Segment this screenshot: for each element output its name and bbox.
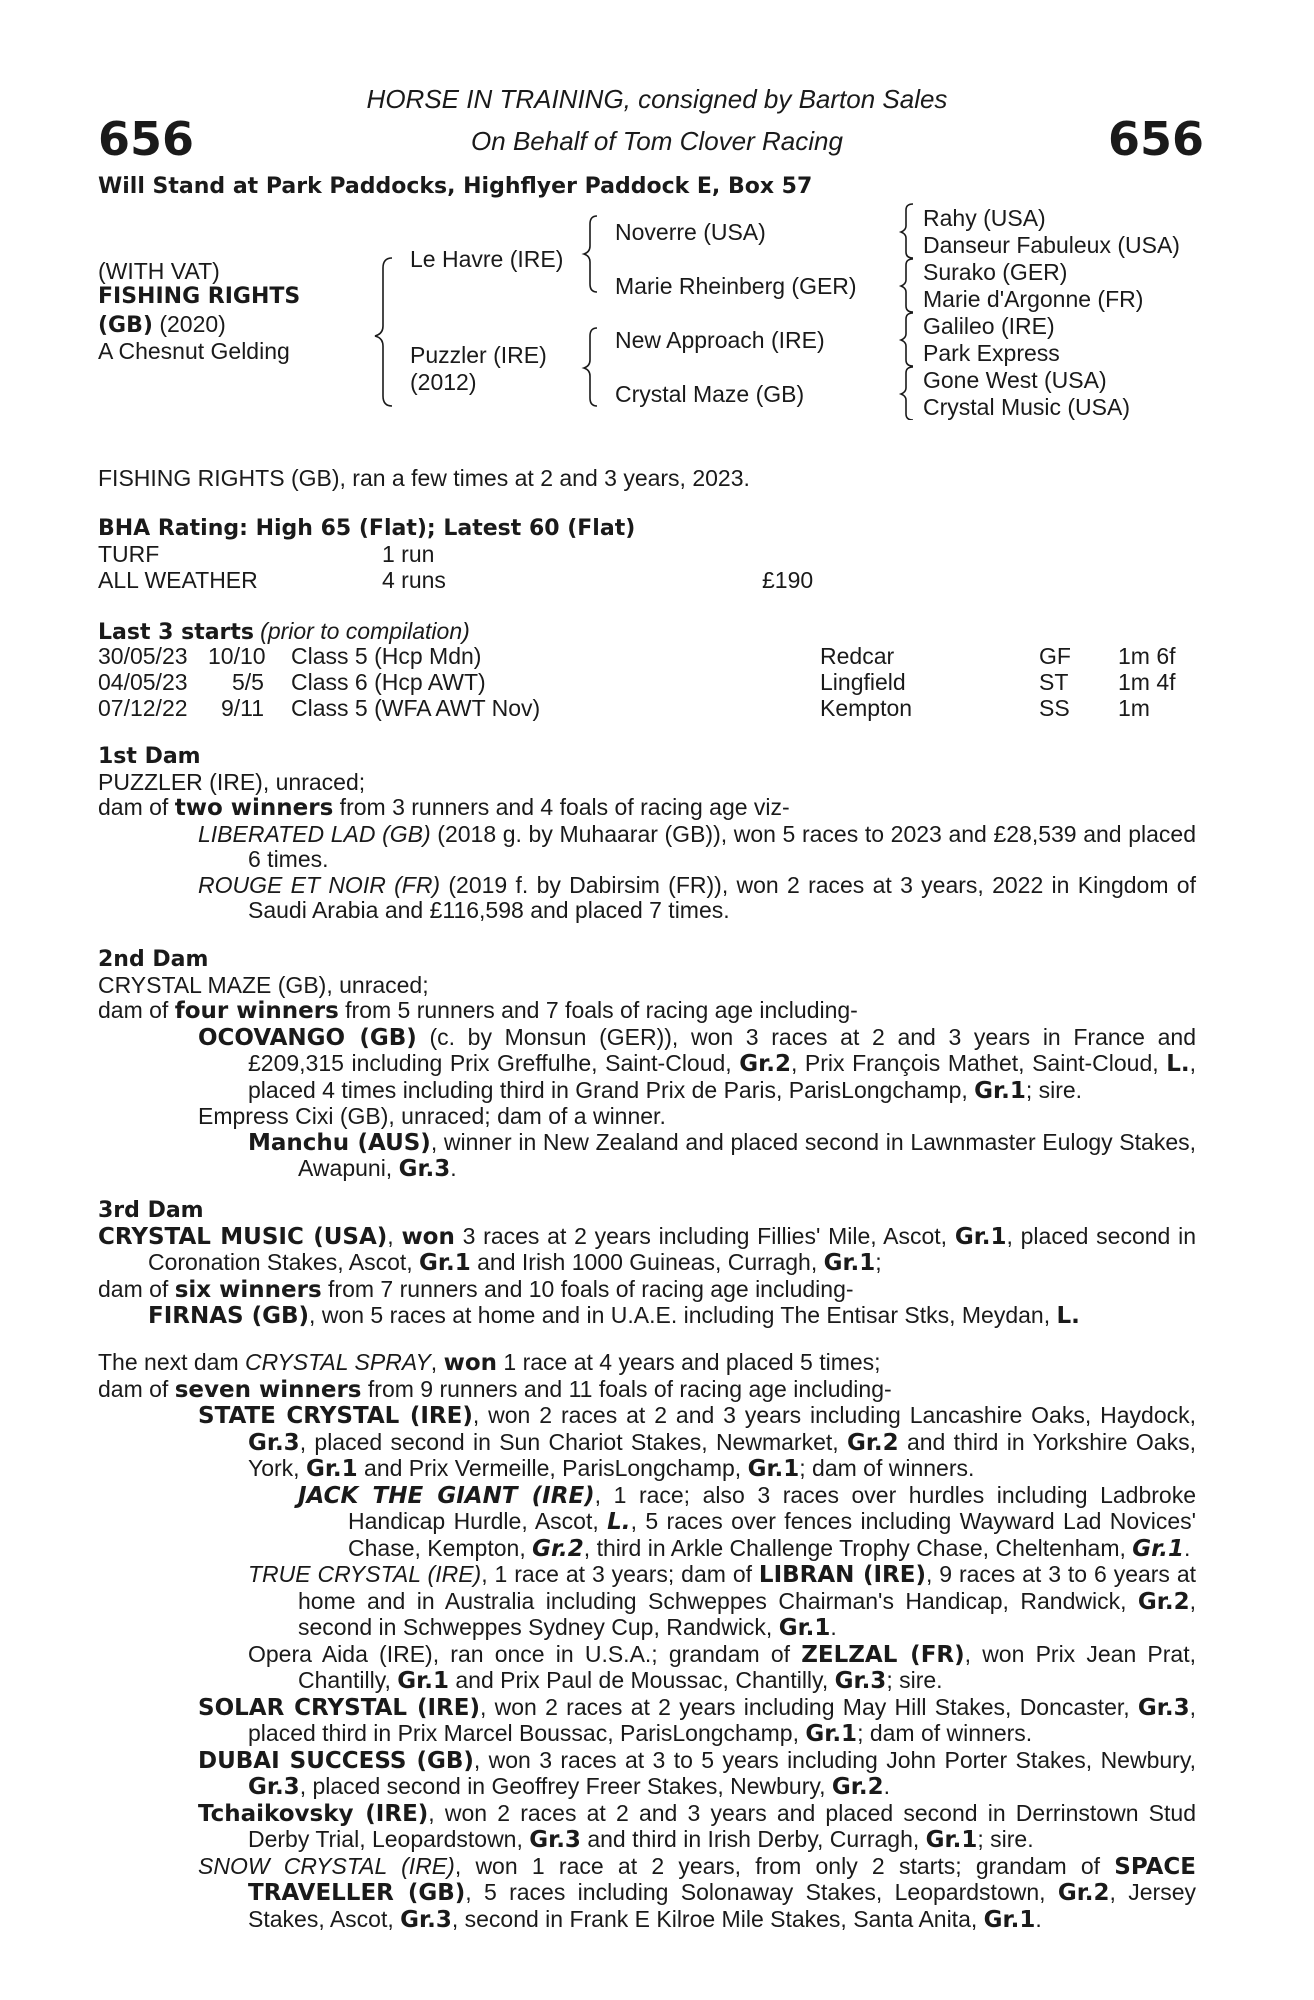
produce-entry: Empress Cixi (GB), unraced; dam of a winner.: [198, 1103, 666, 1129]
rating-surface: ALL WEATHER: [98, 567, 258, 593]
horse-description: A Chesnut Gelding: [98, 338, 290, 364]
rating-surface: TURF: [98, 541, 160, 567]
pedigree-sire: Le Havre (IRE): [410, 246, 564, 272]
next-dam-section: [98, 1350, 1196, 1933]
pedigree-gen3-5: Galileo (IRE): [923, 313, 1055, 339]
start-course: Kempton: [820, 695, 913, 721]
pedigree-gen3-6: Park Express: [923, 340, 1060, 366]
pedigree-sire-sire: Noverre (USA): [615, 219, 766, 245]
third-dam-line: CRYSTAL MUSIC (USA), won 3 races at 2 years including Fillies' Mile, Ascot, Gr.1, placed second in Coronation Stakes, Ascot, Gr.1 and Irish 1000 Guineas, Curragh, Gr.1;: [98, 1222, 1196, 1276]
start-going: GF: [1039, 643, 1071, 669]
race-summary: FISHING RIGHTS (GB), ran a few times at 2 and 3 years, 2023.: [98, 465, 750, 491]
pedigree-brackets: [0, 0, 1314, 420]
pedigree-gen3-3: Surako (GER): [923, 259, 1068, 285]
pedigree-gen3-1: Rahy (USA): [923, 205, 1046, 231]
pedigree-gen3-8: Crystal Music (USA): [923, 394, 1131, 420]
start-position: 9/11: [221, 695, 265, 721]
third-dam-title: 3rd Dam: [98, 1198, 204, 1223]
start-class: Class 6 (Hcp AWT): [291, 669, 486, 695]
vat-note: (WITH VAT): [98, 258, 220, 284]
produce-entry: SNOW CRYSTAL (IRE), won 1 race at 2 years, from only 2 starts; grandam of SPACE TRAVELLER (GB), 5 races including Solonaway Stakes, Leopardstown, Gr.2, Jersey Stakes, Ascot, Gr.3, second in Frank E Kilroe Mile Stakes, Santa Anita, Gr.1.: [198, 1852, 1197, 1933]
pedigree-gen3-2: Danseur Fabuleux (USA): [923, 232, 1180, 258]
second-dam-produce: dam of four winners from 5 runners and 7 foals of racing age including-: [98, 997, 858, 1024]
produce-entry: JACK THE GIANT (IRE), 1 race; also 3 races over hurdles including Ladbroke Handicap Hurdle, Ascot, L., 5 races over fences including Wayward Lad Novices' Chase, Kempton, Gr.2, third in Arkle Challenge Trophy Chase, Cheltenham, Gr.1.: [298, 1481, 1197, 1562]
produce-entry: DUBAI SUCCESS (GB), won 3 races at 3 to 5 years including John Porter Stakes, Newbury, Gr.3, placed second in Geoffrey Freer Stakes, Newbury, Gr.2.: [198, 1746, 1196, 1800]
start-date: 30/05/23: [98, 643, 188, 669]
pedigree-dam-sire: New Approach (IRE): [615, 327, 825, 353]
produce-entry: FIRNAS (GB), won 5 races at home and in U.A.E. including The Entisar Stks, Meydan, L.: [148, 1302, 1080, 1329]
start-course: Lingfield: [820, 669, 906, 695]
lot-number-left: 656: [98, 112, 195, 166]
horse-name: FISHING RIGHTS: [98, 284, 301, 309]
produce-entry: LIBERATED LAD (GB) (2018 g. by Muhaarar (GB)), won 5 races to 2023 and £28,539 and placed 6 times.: [198, 820, 1196, 872]
pedigree-dam-year: (2012): [410, 369, 477, 395]
first-dam-section: [98, 744, 1196, 924]
vendor-line: On Behalf of Tom Clover Racing: [471, 126, 843, 156]
third-dam-section: [98, 1198, 1196, 1330]
produce-entry: OCOVANGO (GB) (c. by Monsun (GER)), won 3 races at 2 and 3 years in France and £209,315 including Prix Greffulhe, Saint-Cloud, Gr.2, Prix François Mathet, Saint-Cloud, L., placed 4 times including third in Grand Prix de Paris, ParisLongchamp, Gr.1; sire.: [198, 1023, 1196, 1104]
start-position: 10/10: [208, 643, 266, 669]
rating-prize: £190: [762, 567, 814, 593]
start-distance: 1m 4f: [1118, 669, 1176, 695]
start-distance: 1m 6f: [1118, 643, 1176, 669]
start-date: 04/05/23: [98, 669, 188, 695]
next-dam-line: The next dam CRYSTAL SPRAY, won 1 race at 4 years and placed 5 times;: [98, 1349, 881, 1376]
produce-entry: ROUGE ET NOIR (FR) (2019 f. by Dabirsim (FR)), won 2 races at 3 years, 2022 in Kingdom of Saudi Arabia and £116,598 and placed 7 times.: [198, 871, 1196, 923]
next-dam-produce: dam of seven winners from 9 runners and 11 foals of racing age including-: [98, 1375, 892, 1403]
produce-entry: Manchu (AUS), winner in New Zealand and placed second in Lawnmaster Eulogy Stakes, Awapuni, Gr.3.: [248, 1128, 1196, 1182]
start-going: ST: [1039, 669, 1069, 695]
bha-rating: BHA Rating: High 65 (Flat); Latest 60 (Flat): [98, 516, 636, 541]
rating-runs: 1 run: [382, 541, 435, 567]
pedigree-gen3-4: Marie d'Argonne (FR): [923, 286, 1144, 312]
start-distance: 1m: [1118, 695, 1150, 721]
start-position: 5/5: [232, 669, 264, 695]
start-class: Class 5 (WFA AWT Nov): [291, 695, 541, 721]
second-dam-line: CRYSTAL MAZE (GB), unraced;: [98, 971, 429, 998]
start-going: SS: [1039, 695, 1070, 721]
third-dam-produce: dam of six winners from 7 runners and 10 foals of racing age including-: [98, 1275, 854, 1303]
lot-number-right: 656: [1107, 112, 1204, 166]
rating-runs: 4 runs: [382, 567, 446, 593]
second-dam-section: [98, 947, 1196, 1183]
produce-entry: STATE CRYSTAL (IRE), won 2 races at 2 and 3 years including Lancashire Oaks, Haydock, Gr.3, placed second in Sun Chariot Stakes, Newmarket, Gr.2 and third in Yorkshire Oaks, York, Gr.1 and Prix Vermeille, ParisLongchamp, Gr.1; dam of winners.: [198, 1402, 1197, 1482]
stand-location: Will Stand at Park Paddocks, Highflyer Paddock E, Box 57: [98, 174, 813, 199]
pedigree-dam: Puzzler (IRE): [410, 342, 547, 368]
first-dam-title: 1st Dam: [98, 744, 201, 769]
horse-origin-year: (GB) (2020): [98, 311, 226, 338]
start-course: Redcar: [820, 643, 895, 669]
first-dam-line: PUZZLER (IRE), unraced;: [98, 768, 366, 795]
pedigree-gen3-7: Gone West (USA): [923, 367, 1107, 393]
pedigree-sire-dam: Marie Rheinberg (GER): [615, 273, 857, 299]
start-class: Class 5 (Hcp Mdn): [291, 643, 482, 669]
last-starts-title: Last 3 starts (prior to compilation): [98, 618, 470, 645]
first-dam-produce: dam of two winners from 3 runners and 4 foals of racing age viz-: [98, 794, 790, 821]
pedigree-dam-dam: Crystal Maze (GB): [615, 381, 805, 407]
second-dam-title: 2nd Dam: [98, 947, 209, 972]
start-date: 07/12/22: [98, 695, 188, 721]
consignment-line: HORSE IN TRAINING, consigned by Barton Sales: [366, 84, 948, 114]
produce-entry: Opera Aida (IRE), ran once in U.S.A.; grandam of ZELZAL (FR), won Prix Jean Prat, Chantilly, Gr.1 and Prix Paul de Moussac, Chantilly, Gr.3; sire.: [248, 1640, 1196, 1694]
produce-entry: Tchaikovsky (IRE), won 2 races at 2 and 3 years and placed second in Derrinstown Stud Derby Trial, Leopardstown, Gr.3 and third in Irish Derby, Curragh, Gr.1; sire.: [198, 1799, 1196, 1853]
produce-entry: TRUE CRYSTAL (IRE), 1 race at 3 years; dam of LIBRAN (IRE), 9 races at 3 to 6 years at home and in Australia including Schweppes Chairman's Handicap, Randwick, Gr.2, second in Schweppes Sydney Cup, Randwick, Gr.1.: [248, 1561, 1197, 1641]
produce-entry: SOLAR CRYSTAL (IRE), won 2 races at 2 years including May Hill Stakes, Doncaster, Gr.3, placed third in Prix Marcel Boussac, ParisLongchamp, Gr.1; dam of winners.: [198, 1693, 1196, 1747]
